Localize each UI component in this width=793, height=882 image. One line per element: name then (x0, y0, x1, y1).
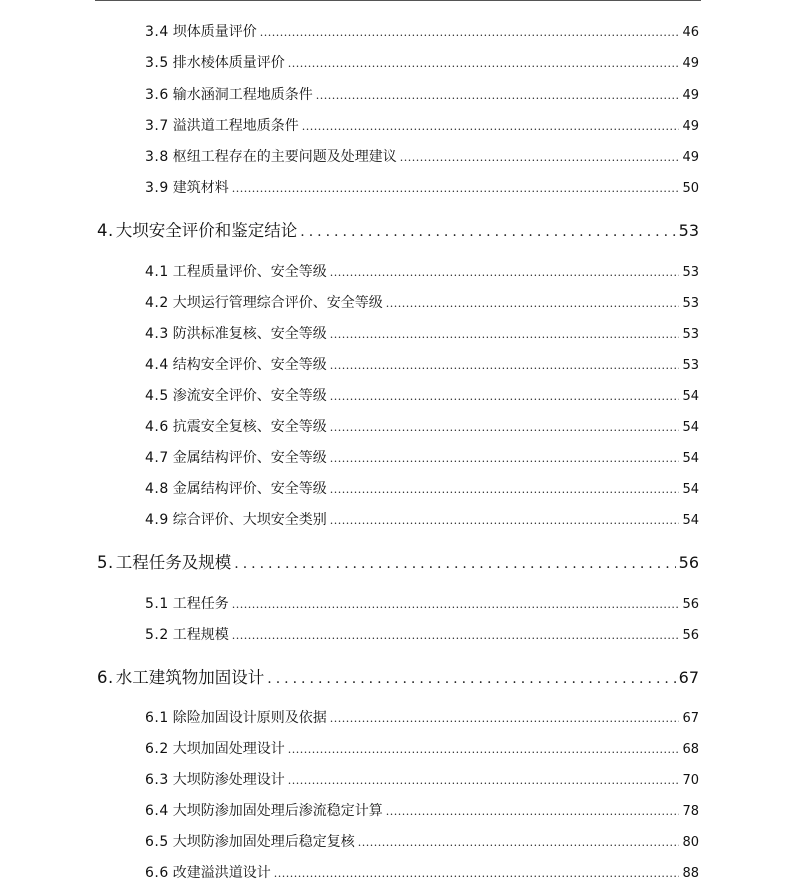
toc-entry[interactable] (145, 292, 699, 312)
entry-title: 渗流安全评价、安全等级 (172, 388, 327, 404)
toc-entry[interactable] (145, 800, 699, 820)
toc-chapter-entry[interactable] (97, 664, 699, 688)
entry-number: 3.5 (145, 55, 169, 71)
entry-page: 50 (682, 181, 699, 196)
leader-dots (232, 598, 680, 611)
leader-dots (330, 483, 680, 496)
leader-dots (300, 224, 675, 240)
entry-number: 4.4 (145, 357, 169, 373)
entry-number: 6.4 (145, 803, 169, 819)
entry-page: 56 (682, 628, 699, 643)
entry-page: 53 (682, 296, 699, 311)
entry-page: 56 (682, 597, 699, 612)
entry-title: 抗震安全复核、安全等级 (172, 419, 327, 435)
chapter-title: 大坝安全评价和鉴定结论 (115, 221, 298, 240)
entry-page: 67 (682, 711, 699, 726)
toc-chapter-entry[interactable] (97, 549, 699, 573)
entry-title: 金属结构评价、安全等级 (172, 450, 327, 466)
toc-entry[interactable] (145, 21, 699, 41)
toc-entry[interactable] (145, 261, 699, 281)
entry-title: 坝体质量评价 (172, 24, 257, 40)
leader-dots (330, 421, 680, 434)
leader-dots (234, 556, 675, 572)
toc-entry[interactable] (145, 416, 699, 436)
entry-title: 综合评价、大坝安全类别 (172, 512, 327, 528)
leader-dots (330, 452, 680, 465)
toc-entry[interactable] (145, 509, 699, 529)
entry-number: 5.2 (145, 627, 169, 643)
toc-entry[interactable] (145, 385, 699, 405)
leader-dots (330, 390, 680, 403)
entry-title: 建筑材料 (172, 180, 229, 196)
leader-dots (330, 328, 680, 341)
entry-number: 6.2 (145, 741, 169, 757)
entry-number: 4.8 (145, 481, 169, 497)
leader-dots (386, 805, 680, 818)
entry-number: 3.6 (145, 87, 169, 103)
entry-title: 大坝加固处理设计 (172, 741, 285, 757)
entry-number: 6.3 (145, 772, 169, 788)
toc-entry[interactable] (145, 624, 699, 644)
entry-title: 除险加固设计原则及依据 (172, 710, 327, 726)
toc-entry[interactable] (145, 707, 699, 727)
entry-title: 金属结构评价、安全等级 (172, 481, 327, 497)
leader-dots (400, 151, 680, 164)
leader-dots (274, 867, 680, 880)
toc-entry[interactable] (145, 447, 699, 467)
leader-dots (267, 671, 675, 687)
chapter-page: 56 (678, 553, 699, 572)
entry-page: 68 (682, 742, 699, 757)
entry-page: 54 (682, 482, 699, 497)
leader-dots (288, 774, 680, 787)
leader-dots (232, 629, 680, 642)
entry-title: 大坝防渗加固处理后渗流稳定计算 (172, 803, 383, 819)
entry-page: 53 (682, 265, 699, 280)
leader-dots (288, 743, 680, 756)
chapter-number: 4. (97, 221, 114, 240)
entry-page: 78 (682, 804, 699, 819)
entry-page: 88 (682, 866, 699, 881)
entry-number: 4.5 (145, 388, 169, 404)
entry-title: 大坝运行管理综合评价、安全等级 (172, 295, 383, 311)
entry-page: 49 (682, 88, 699, 103)
entry-number: 3.9 (145, 180, 169, 196)
leader-dots (260, 26, 680, 39)
leader-dots (358, 836, 680, 849)
entry-title: 工程规模 (172, 627, 229, 643)
entry-page: 54 (682, 513, 699, 528)
toc-entry[interactable] (145, 862, 699, 882)
entry-title: 工程质量评价、安全等级 (172, 264, 327, 280)
leader-dots (288, 57, 680, 70)
entry-page: 53 (682, 327, 699, 342)
entry-page: 70 (682, 773, 699, 788)
toc-entry[interactable] (145, 323, 699, 343)
top-rule (95, 0, 701, 1)
chapter-number: 6. (97, 668, 114, 687)
entry-title: 结构安全评价、安全等级 (172, 357, 327, 373)
entry-number: 4.2 (145, 295, 169, 311)
leader-dots (386, 297, 680, 310)
entry-title: 输水涵洞工程地质条件 (172, 87, 313, 103)
toc-entry[interactable] (145, 593, 699, 613)
toc-entry[interactable] (145, 769, 699, 789)
entry-number: 5.1 (145, 596, 169, 612)
entry-title: 大坝防渗加固处理后稳定复核 (172, 834, 355, 850)
entry-title: 大坝防渗处理设计 (172, 772, 285, 788)
entry-page: 80 (682, 835, 699, 850)
entry-number: 4.7 (145, 450, 169, 466)
entry-number: 4.3 (145, 326, 169, 342)
leader-dots (330, 712, 680, 725)
entry-number: 3.7 (145, 118, 169, 134)
leader-dots (302, 120, 680, 133)
leader-dots (330, 359, 680, 372)
entry-number: 4.1 (145, 264, 169, 280)
toc-chapter-entry[interactable] (97, 217, 699, 241)
chapter-title: 工程任务及规模 (115, 553, 232, 572)
chapter-title: 水工建筑物加固设计 (115, 668, 265, 687)
entry-number: 6.1 (145, 710, 169, 726)
leader-dots (316, 89, 680, 102)
entry-page: 49 (682, 56, 699, 71)
entry-page: 49 (682, 119, 699, 134)
entry-page: 49 (682, 150, 699, 165)
toc-entry[interactable] (145, 831, 699, 851)
entry-title: 溢洪道工程地质条件 (172, 118, 299, 134)
entry-title: 排水棱体质量评价 (172, 55, 285, 71)
leader-dots (330, 514, 680, 527)
entry-page: 46 (682, 25, 699, 40)
entry-page: 54 (682, 389, 699, 404)
entry-number: 4.9 (145, 512, 169, 528)
leader-dots (330, 266, 680, 279)
entry-number: 3.4 (145, 24, 169, 40)
entry-page: 53 (682, 358, 699, 373)
toc-entry[interactable] (145, 354, 699, 374)
entry-number: 6.5 (145, 834, 169, 850)
leader-dots (232, 182, 680, 195)
entry-number: 3.8 (145, 149, 169, 165)
chapter-page: 67 (678, 668, 699, 687)
chapter-page: 53 (678, 221, 699, 240)
toc-entry[interactable] (145, 115, 699, 135)
toc-entry[interactable] (145, 738, 699, 758)
toc-entry[interactable] (145, 84, 699, 104)
entry-page: 54 (682, 420, 699, 435)
toc-entry[interactable] (145, 146, 699, 166)
entry-title: 改建溢洪道设计 (172, 865, 271, 881)
chapter-number: 5. (97, 553, 114, 572)
entry-title: 枢纽工程存在的主要问题及处理建议 (172, 149, 397, 165)
entry-page: 54 (682, 451, 699, 466)
toc-entry[interactable] (145, 177, 699, 197)
toc-entry[interactable] (145, 52, 699, 72)
entry-title: 工程任务 (172, 596, 229, 612)
toc-entry[interactable] (145, 478, 699, 498)
entry-title: 防洪标准复核、安全等级 (172, 326, 327, 342)
entry-number: 4.6 (145, 419, 169, 435)
entry-number: 6.6 (145, 865, 169, 881)
